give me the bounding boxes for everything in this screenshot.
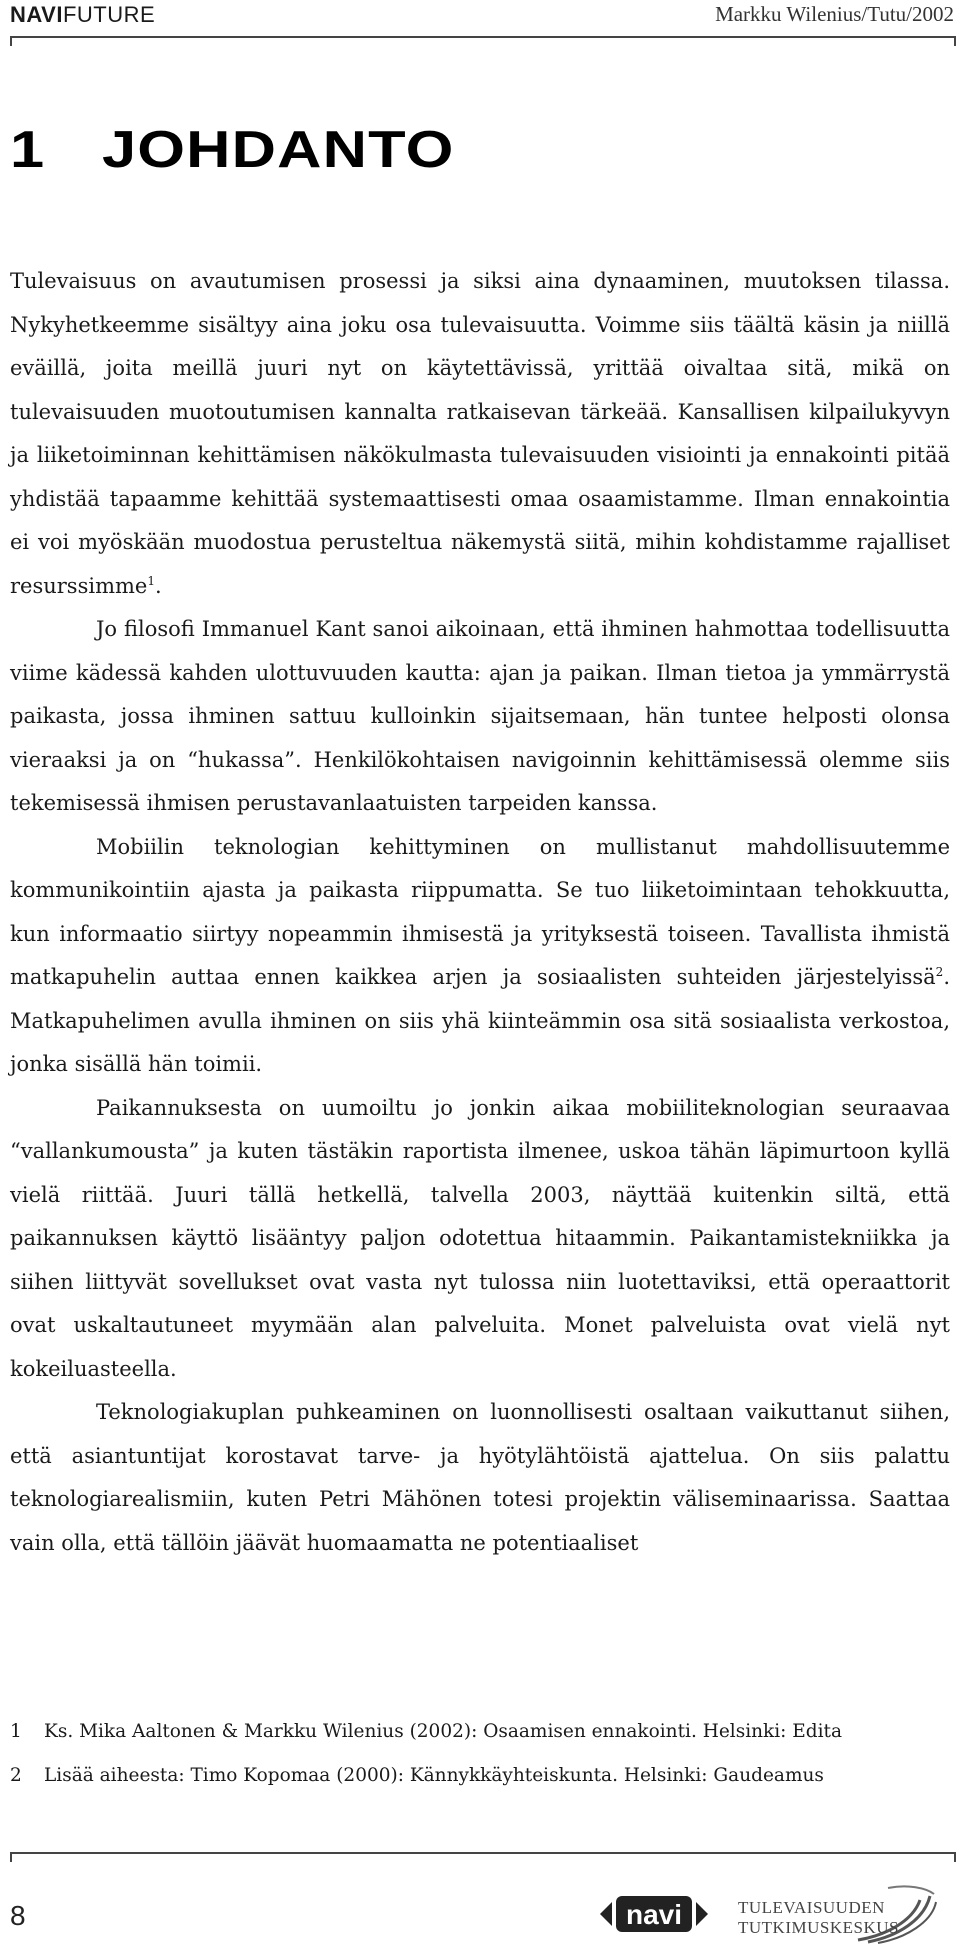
brand-logo [10,2,155,28]
running-title: Markku Wilenius/Tutu/2002 [715,2,954,26]
rule-tick-right [954,36,956,46]
paragraph-text: Mobiilin teknologian kehittyminen on mullistanut mahdollisuutemme kommunikointiin ajasta ja paikasta riippumatta. Se tuo liiketoimintaan tehokkuutta, kun informaatio siirtyy nopeammin ihmisestä ja yrityksestä toiseen. Tavallista ihmistä matkapuhelin auttaa ennen kaikkea arjen ja sosiaalisten suhteiden järjestelyissä [10,834,950,989]
footer-rule [10,1852,956,1854]
paragraph-text: Jo filosofi Immanuel Kant sanoi aikoinaan, että ihminen hahmottaa todellisuutta viime kädessä kahden ulottuvuuden kautta: ajan ja paikan. Ilman tietoa ja ymmärrystä paikasta, jossa ihminen sattuu kulloinkin sijaitsemaan, hän tuntee helposti olonsa vieraaksi ja on “hukassa”. Henkilökohtaisen navigoinnin kehittämisessä olemme siis tekemisessä ihmisen perustavanlaatuisten tarpeiden kanssa. [10,617,950,815]
rule-tick-left [10,36,12,46]
rule-tick-left [10,1852,12,1862]
footnote-number: 2 [10,1765,22,1786]
paragraph-text: Paikannuksesta on uumoiltu jo jonkin aikaa mobiiliteknologian seuraavaa “vallankumousta” ja kuten tästäkin raportista ilmenee, uskoa tähän läpimurtoon kyllä vielä riittää. Juuri tällä hetkellä, talvella 2003, näyttää kuitenkin siltä, että paikannuksen käyttö lisääntyy paljon odotettua hitaammin. Paikantamistekniikka ja siihen liittyvät sovellukset ovat vasta nyt tulossa niin luotettaviksi, että operaattorit ovat uskaltautuneet myymään alan palveluita. Monet palveluista ovat vielä nyt kokeiluasteella. [10,1095,950,1381]
footnote-item [10,1710,950,1754]
footnote-ref[interactable]: 2 [935,965,944,979]
brand-light: FUTURE [62,2,156,27]
navi-logo [598,1886,710,1942]
tutu-logo-line1: TULEVAISUUDEN [738,1898,885,1917]
footnote-text: Ks. Mika Aaltonen & Markku Wilenius (2002): Osaamisen ennakointi. Helsinki: Edita [44,1721,843,1742]
navi-logo-text: navi [625,1899,683,1930]
paragraph [10,1087,950,1392]
footnote-text: Lisää aiheesta: Timo Kopomaa (2000): Kännykkäyhteiskunta. Helsinki: Gaudeamus [44,1765,824,1786]
chapter-number: 1 [10,121,46,179]
paragraph [10,608,950,826]
chapter-title: JOHDANTO [101,121,455,179]
footnotes [10,1710,950,1798]
chapter-heading [10,120,455,180]
tutu-logo-line2: TUTKIMUSKESKUS [738,1918,899,1937]
footnote-ref[interactable]: 1 [147,573,155,588]
brand-bold: NAVI [10,2,63,27]
paragraph [10,826,950,1087]
page-number: 8 [10,1900,26,1931]
paragraph-text: Teknologiakuplan puhkeaminen on luonnollisesti osaltaan vaikuttanut siihen, että asiantuntijat korostavat tarve- ja hyötylähtöistä ajattelua. On siis palattu teknologiarealismiin, kuten Petri Mähönen totesi projektin väliseminaarissa. Saattaa vain olla, että tällöin jäävät huomaamatta ne potentiaaliset [10,1400,950,1555]
rule-tick-right [954,1852,956,1862]
tutu-logo [738,1880,938,1944]
navi-logo-icon [598,1886,710,1942]
paragraph [10,1391,950,1565]
paragraph-text-tail: . [154,573,162,598]
body-text [10,260,950,1565]
paragraph [10,260,950,608]
header-rule [10,36,956,38]
footnote-item [10,1754,950,1798]
paragraph-text-tail: . Matkapuhelimen avulla ihminen on siis yhä kiinteämmin osa sitä sosiaalista verkostoa, jonka sisällä hän toimii. [10,965,950,1076]
paragraph-text: Tulevaisuus on avautumisen prosessi ja siksi aina dynaaminen, muutoksen tilassa. Nykyhetkeemme sisältyy aina joku osa tulevaisuutta. Voimme siis täältä käsin ja niillä eväillä, joita meillä juuri nyt on käytettävissä, yrittää oivaltaa sitä, mikä on tulevaisuuden muotoutumisen kannalta ratkaisevan tärkeää. Kansallisen kilpailukyvyn ja liiketoiminnan kehittämisen näkökulmasta tulevaisuuden visiointi ja ennakointi pitää yhdistää tapaamme kehittää systemaattisesti omaa osaamistamme. Ilman ennakointia ei voi myöskään muodostua perusteltua näkemystä siitä, mihin kohdistamme rajalliset resurssimme [10,269,950,598]
footnote-number: 1 [10,1721,22,1742]
